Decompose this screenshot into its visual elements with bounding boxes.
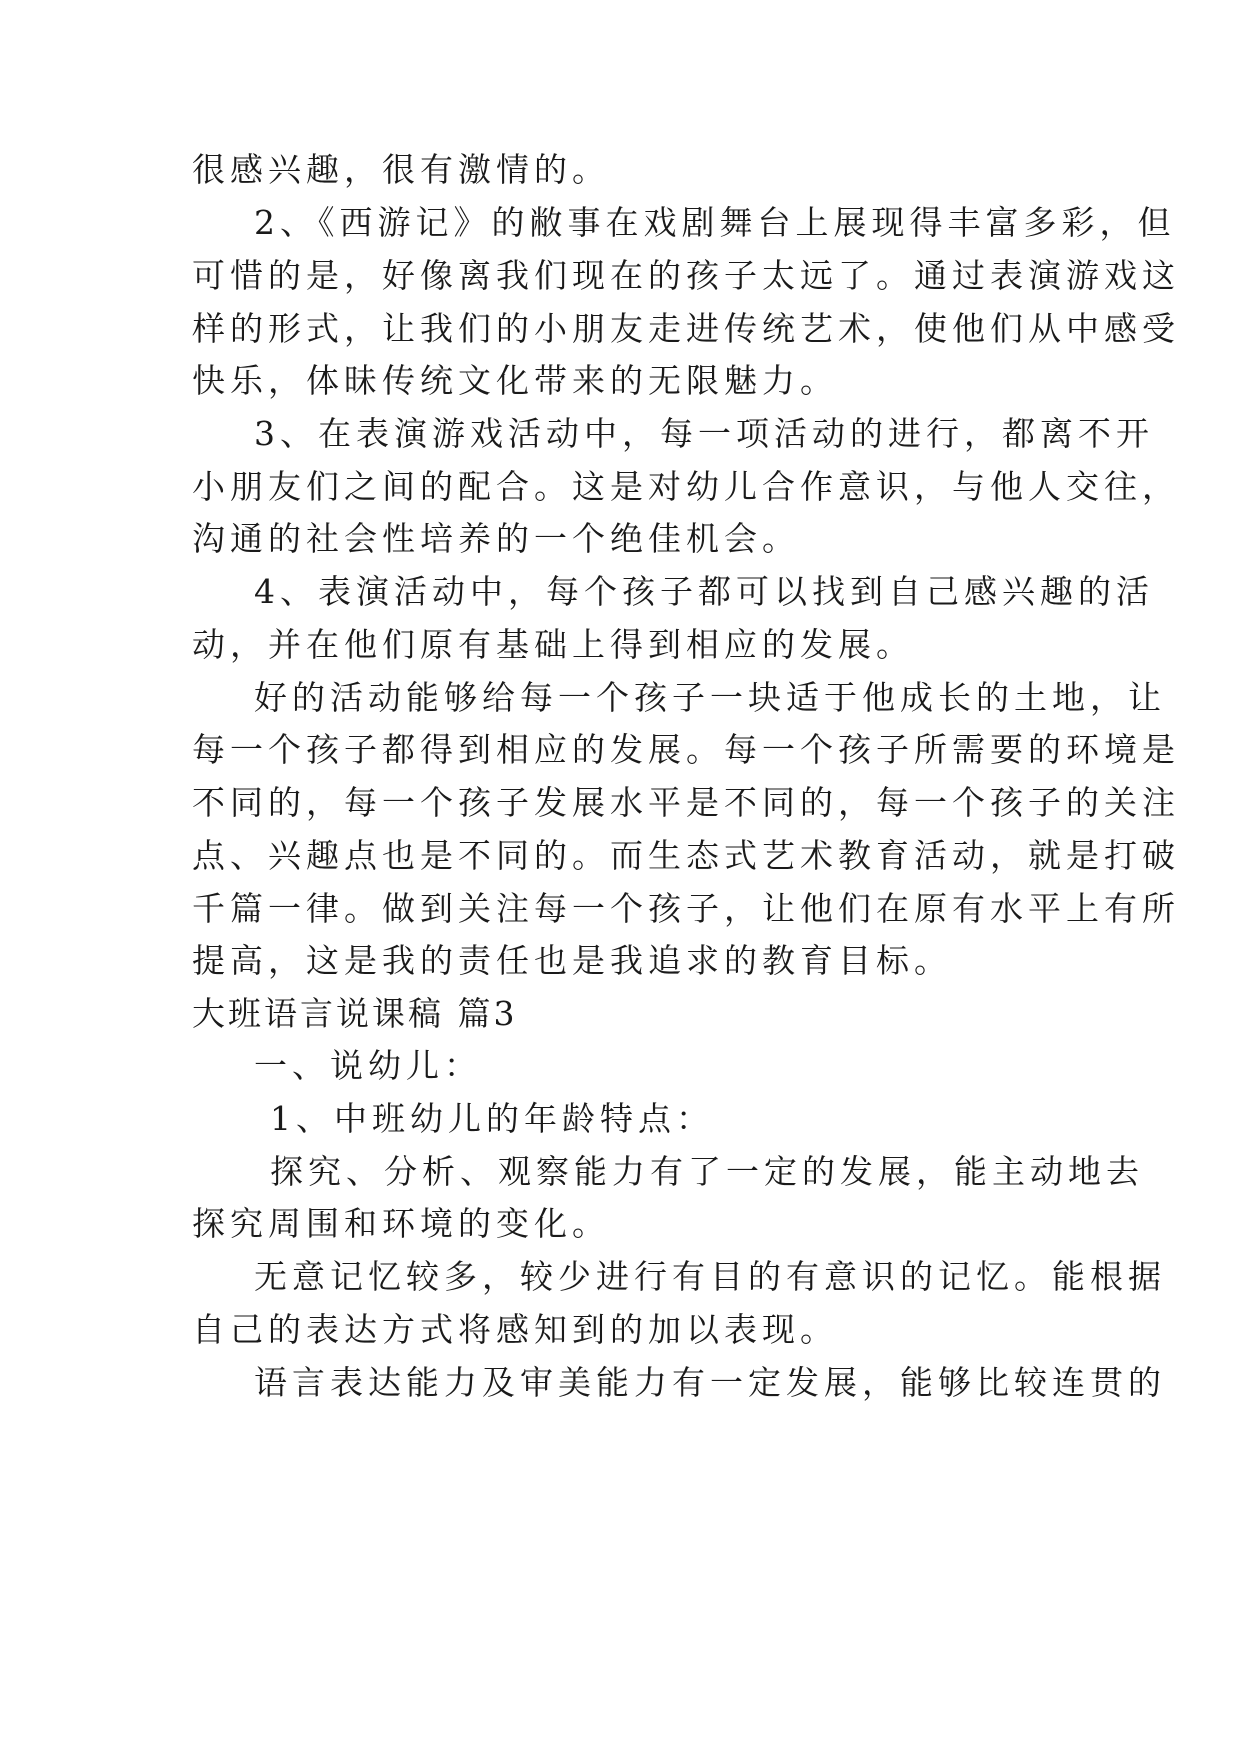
paragraph-line: 提高，这是我的责任也是我追求的教育目标。 — [192, 941, 952, 980]
paragraph-line: 语言表达能力及审美能力有一定发展，能够比较连贯的 — [254, 1363, 1166, 1402]
paragraph-line: 4、表演活动中，每个孩子都可以找到自己感兴趣的活 — [254, 572, 1154, 611]
paragraph-line: 动，并在他们原有基础上得到相应的发展。 — [192, 625, 914, 664]
paragraph-line: 沟通的社会性培养的一个绝佳机会。 — [192, 519, 800, 558]
paragraph-line: 很感兴趣，很有激情的。 — [192, 150, 610, 189]
paragraph-line: 小朋友们之间的配合。这是对幼儿合作意识，与他人交往， — [192, 467, 1180, 506]
paragraph-line: 2、《西游记》的敝事在戏剧舞台上展现得丰富多彩，但 — [254, 203, 1176, 242]
paragraph-line: 不同的，每一个孩子发展水平是不同的，每一个孩子的关注 — [192, 783, 1180, 822]
section-subheading: 一、说幼儿： — [254, 1046, 482, 1085]
paragraph-line: 可惜的是，好像离我们现在的孩子太远了。通过表演游戏这 — [192, 256, 1180, 295]
paragraph-line: 探究、分析、观察能力有了一定的发展，能主动地去 — [270, 1152, 1144, 1191]
paragraph-line: 快乐，体昧传统文化带来的无限魅力。 — [192, 361, 838, 400]
paragraph-line: 无意记忆较多，较少进行有目的有意识的记忆。能根据 — [254, 1257, 1166, 1296]
paragraph-line: 样的形式，让我们的小朋友走进传统艺术，使他们从中感受 — [192, 309, 1180, 348]
paragraph-line: 3、在表演游戏活动中，每一项活动的进行，都离不开 — [254, 414, 1154, 453]
paragraph-line: 点、兴趣点也是不同的。而生态式艺术教育活动，就是打破 — [192, 836, 1180, 875]
paragraph-line: 好的活动能够给每一个孩子一块适于他成长的土地，让 — [254, 678, 1166, 717]
paragraph-line: 自己的表达方式将感知到的加以表现。 — [192, 1310, 838, 1349]
paragraph-line: 探究周围和环境的变化。 — [192, 1204, 610, 1243]
section-heading: 大班语言说课稿 篇3 — [192, 994, 518, 1033]
section-subheading: 1、中班幼儿的年龄特点： — [270, 1099, 714, 1138]
paragraph-line: 千篇一律。做到关注每一个孩子，让他们在原有水平上有所 — [192, 889, 1180, 928]
paragraph-line: 每一个孩子都得到相应的发展。每一个孩子所需要的环境是 — [192, 730, 1180, 769]
